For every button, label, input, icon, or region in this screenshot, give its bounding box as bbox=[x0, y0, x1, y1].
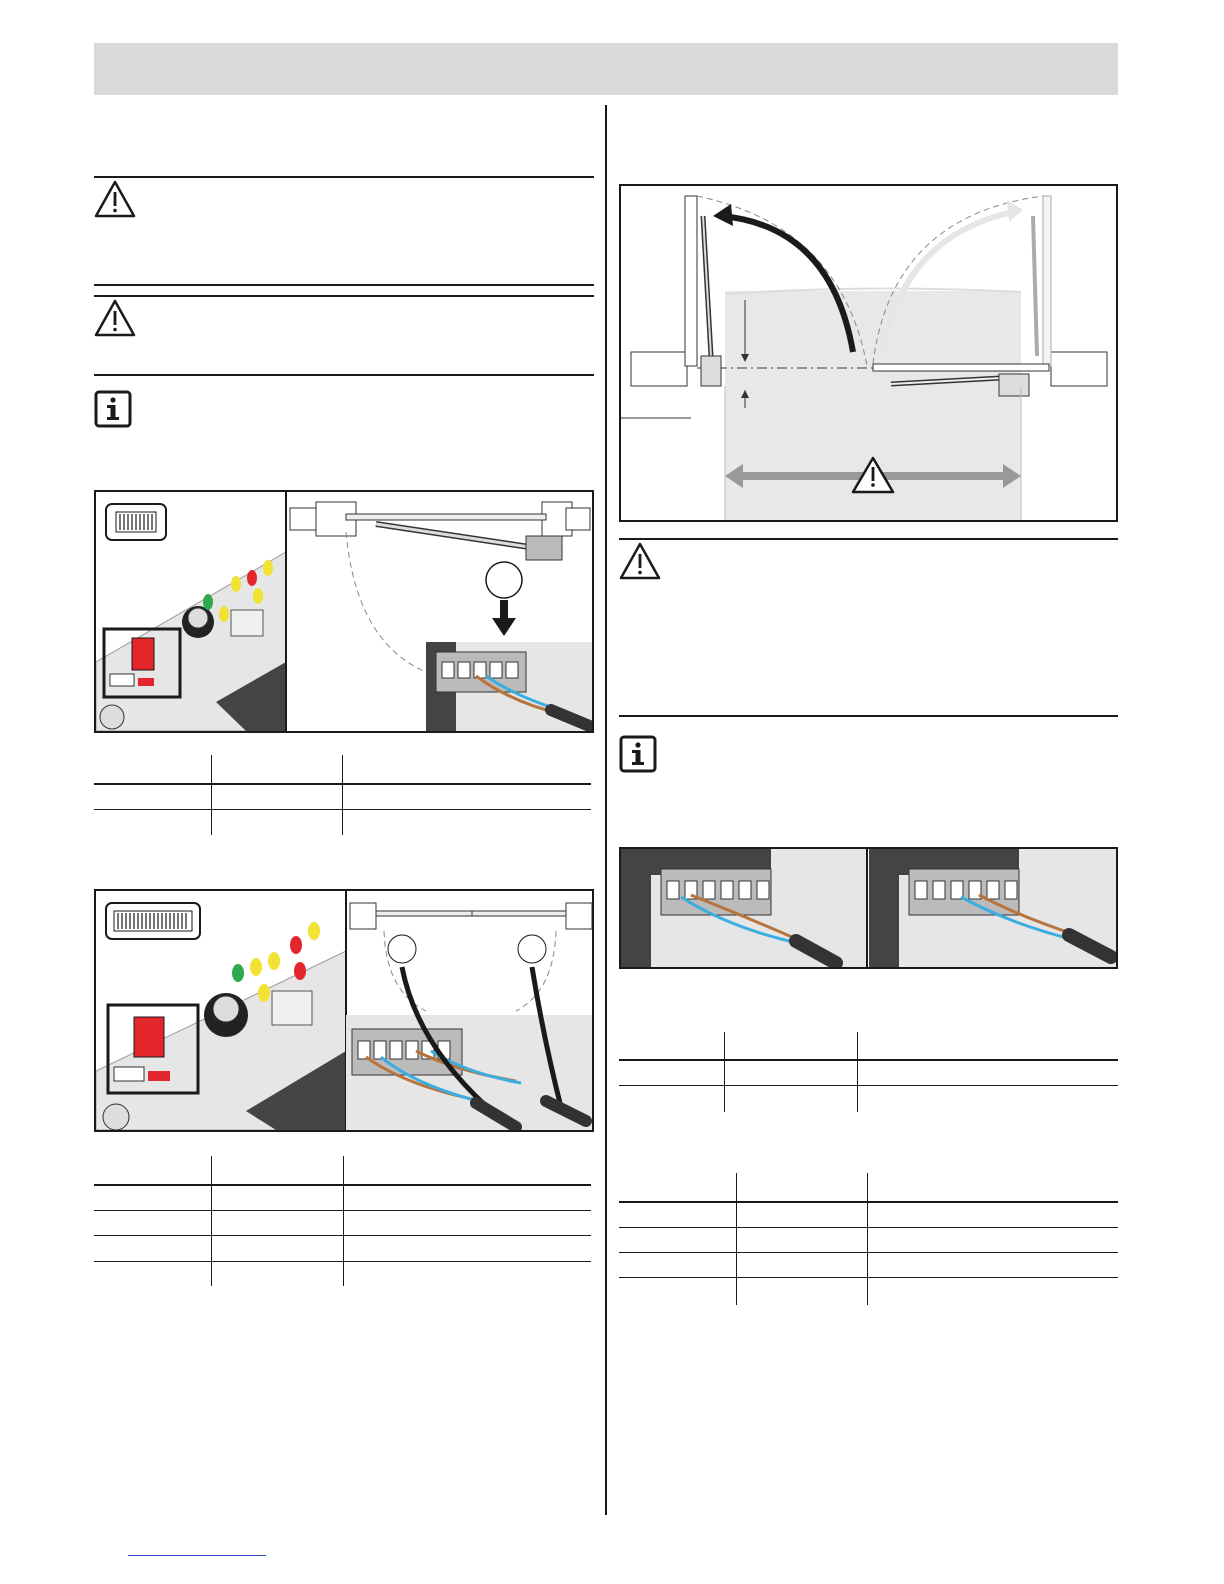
warning-triangle-icon bbox=[619, 542, 661, 580]
section-rule bbox=[619, 715, 1118, 717]
section-rule bbox=[94, 284, 594, 286]
page-header-bar bbox=[94, 43, 1118, 95]
table-right-double bbox=[619, 1173, 1118, 1305]
table-double-leaf bbox=[94, 1156, 591, 1286]
info-icon bbox=[94, 390, 132, 428]
figure-gate-top-view bbox=[619, 184, 1118, 522]
figure-terminal-wiring bbox=[619, 847, 1118, 969]
section-rule bbox=[94, 295, 594, 297]
footer-link-underline[interactable] bbox=[128, 1555, 266, 1556]
section-rule bbox=[619, 538, 1118, 540]
table-single-leaf bbox=[94, 755, 591, 835]
figure-double-leaf-wiring bbox=[94, 889, 594, 1132]
figure-single-leaf-wiring bbox=[94, 490, 594, 733]
section-rule bbox=[94, 374, 594, 376]
column-divider bbox=[605, 105, 607, 1515]
warning-triangle-icon bbox=[94, 299, 136, 337]
info-icon bbox=[619, 735, 657, 773]
table-right-single bbox=[619, 1032, 1118, 1112]
section-rule bbox=[94, 176, 594, 178]
warning-triangle-icon bbox=[94, 180, 136, 218]
